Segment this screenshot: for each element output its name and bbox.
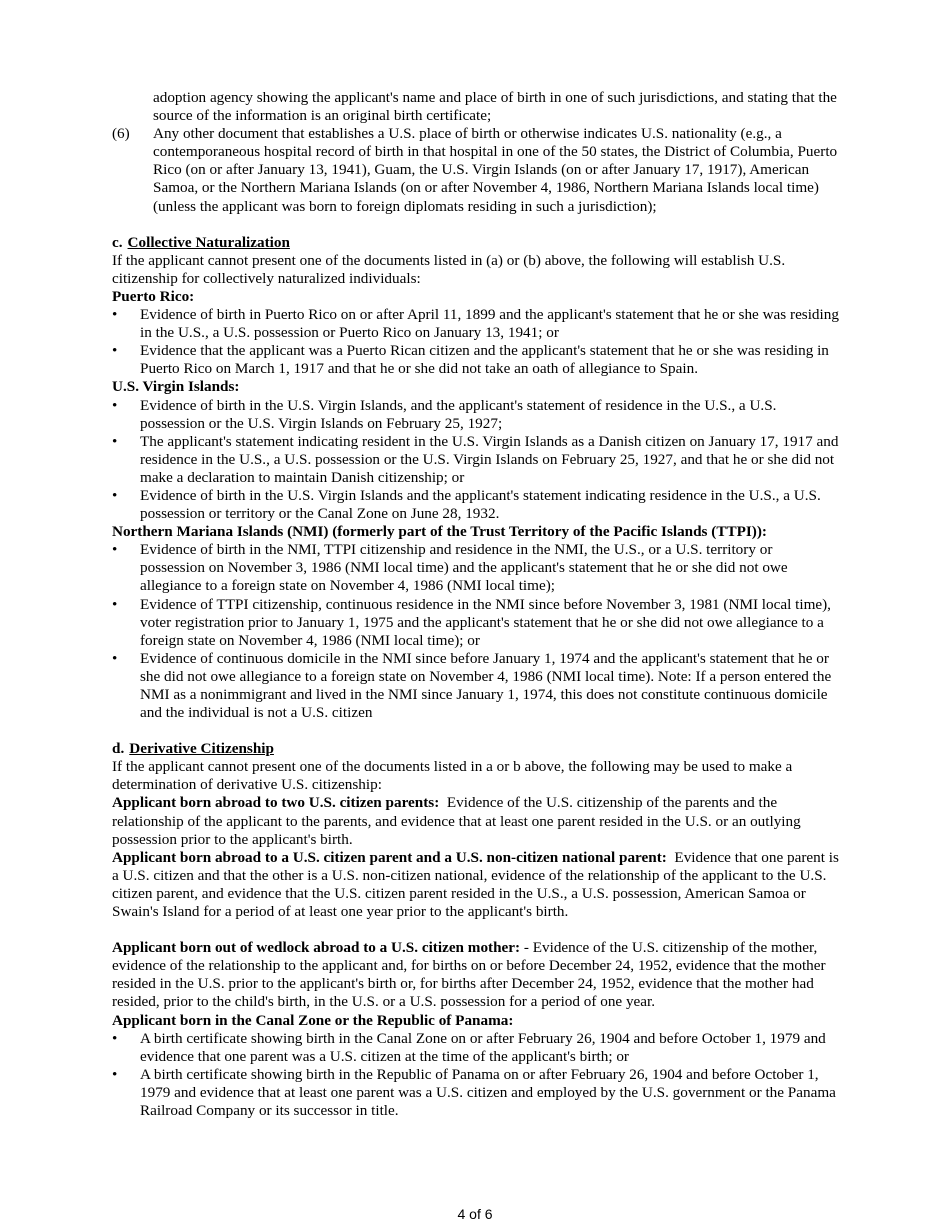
nmi-heading: Northern Mariana Islands (NMI) (formerly part of the Trust Territory of the Pacific Islands (TTPI)): [112, 523, 767, 541]
list-item [112, 487, 840, 523]
list-item [112, 1030, 840, 1066]
bullet-icon [112, 397, 140, 433]
citizen-noncitizen-text: Evidence that one parent is a U.S. citizen and that the other is a U.S. non-citizen national, evidence of the relationship of the applicant to the U.S. citizen parent, and evidence that the U.S. citizen parent resided in the U.S., a U.S. possession, American Samoa or Swain's Island for a period of at least one year prior to the applicant's birth. [112, 848, 839, 921]
section-c-intro: If the applicant cannot present one of the documents listed in (a) or (b) above, the following will establish U.S. citizenship for collectively naturalized individuals: [112, 251, 786, 287]
virgin-islands-list [112, 397, 840, 524]
section-c-heading [112, 234, 840, 252]
canal-zone-list [112, 1030, 840, 1120]
section-d-title: Derivative Citizenship [129, 740, 274, 758]
out-of-wedlock-paragraph [112, 939, 840, 1011]
two-parents-label: Applicant born abroad to two U.S. citizen parents: [112, 794, 440, 812]
list-item-text: Evidence of continuous domicile in the NMI since before January 1, 1974 and the applicant's statement that he or she did not owe allegiance to a foreign state on November 4, 1986 (NMI local time). Note: If a person entered the NMI as a nonimmigrant and lived in the NMI since January 1, 1974, this does not constitute continuous domicile and the individual is not a U.S. citizen [140, 649, 832, 722]
list-item [112, 342, 840, 378]
paragraph-spacer [112, 921, 840, 939]
out-of-wedlock-text: - Evidence of the U.S. citizenship of the mother, evidence of the relationship to the applicant and, for births on or before December 24, 1952, evidence that the mother resided in the U.S. prior to the applicant's birth or, for births after December 24, 1952, evidence that the mother had resided, prior to the child's birth, in the U.S. or a U.S. possession for a period of one year. [112, 939, 826, 1011]
list-item-text: Evidence that the applicant was a Puerto Rican citizen and the applicant's statement that he or she was residing in Puerto Rico on March 1, 1917 and that he or she did not take an oath of allegiance to Spain. [140, 342, 829, 378]
list-item-text: The applicant's statement indicating resident in the U.S. Virgin Islands as a Danish citizen on January 17, 1917 and residence in the U.S., a U.S. possession or the U.S. Virgin Islands on February 25, 1927, and that he or she did not make a declaration to maintain Danish citizenship; or [140, 432, 839, 486]
puerto-rico-list [112, 306, 840, 378]
bullet-icon [112, 487, 140, 523]
out-of-wedlock-label: Applicant born out of wedlock abroad to a U.S. citizen mother: [112, 939, 521, 957]
bullet-icon [112, 1030, 140, 1066]
list-item [112, 433, 840, 487]
list-item [112, 650, 840, 722]
nmi-list [112, 541, 840, 722]
section-d-letter: d. [112, 740, 125, 758]
page-content [112, 89, 840, 1120]
continuation-text: adoption agency showing the applicant's name and place of birth in one of such jurisdictions, and stating that the source of the information is an original birth certificate; [153, 89, 837, 125]
section-c-letter: c. [112, 233, 123, 251]
list-item [112, 397, 840, 433]
section-d-intro: If the applicant cannot present one of the documents listed in a or b above, the following may be used to make a determination of derivative U.S. citizenship: [112, 758, 793, 794]
list-item-text: Evidence of birth in the NMI, TTPI citizenship and residence in the NMI, the U.S., or a U.S. territory or possession on November 3, 1986 (NMI local time) and the applicant's statement that he or she did not owe allegiance to a foreign state on November 4, 1986 (NMI local time); [140, 541, 788, 595]
list-item-text: Evidence of birth in the U.S. Virgin Islands and the applicant's statement indicating residence in the U.S., a U.S. possession or territory or the Canal Zone on June 28, 1932. [140, 486, 821, 523]
list-item-text: Evidence of birth in the U.S. Virgin Islands, and the applicant's statement of residence in the U.S., a U.S. possession or the U.S. Virgin Islands on February 25, 1927; [140, 396, 777, 432]
list-item [112, 596, 840, 650]
list-item-text: Evidence of birth in Puerto Rico on or after April 11, 1899 and the applicant's statement that he or she was residing in the U.S., a U.S. possession or Puerto Rico on January 13, 1941; or [140, 306, 839, 342]
canal-zone-heading: Applicant born in the Canal Zone or the Republic of Panama: [112, 1011, 514, 1029]
numbered-item-6 [112, 125, 840, 215]
bullet-icon [112, 1066, 140, 1120]
bullet-icon [112, 433, 140, 487]
bullet-icon [112, 650, 140, 722]
bullet-icon [112, 342, 140, 378]
bullet-icon [112, 596, 140, 650]
page-number: 4 of 6 [457, 1206, 493, 1222]
section-c-title: Collective Naturalization [127, 233, 290, 251]
citizen-noncitizen-paragraph [112, 849, 840, 921]
list-item [112, 1066, 840, 1120]
citizen-noncitizen-label: Applicant born abroad to a U.S. citizen parent and a U.S. non-citizen national parent: [112, 848, 667, 866]
list-item-text: Evidence of TTPI citizenship, continuous residence in the NMI since before November 3, 1981 (NMI local time), voter registration prior to January 1, 1975 and the applicant's statement that he or she did not owe allegiance to a foreign state on November 4, 1986 (NMI local time); or [140, 595, 831, 649]
list-item-text: A birth certificate showing birth in the Republic of Panama on or after February 26, 1904 and before October 1, 1979 and evidence that at least one parent was a U.S. citizen and employed by the U.S. government or the Panama Railroad Company or its successor in title. [140, 1065, 836, 1119]
list-item [112, 306, 840, 342]
bullet-icon [112, 541, 140, 595]
item-number: (6) [112, 125, 130, 143]
list-item-text: A birth certificate showing birth in the Canal Zone on or after February 26, 1904 and before October 1, 1979 and evidence that one parent was a U.S. citizen at the time of the applicant's birth; or [140, 1029, 826, 1065]
list-item [112, 541, 840, 595]
two-parents-text: Evidence of the U.S. citizenship of the parents and the relationship of the applicant to the parents, and evidence that at least one parent resided in the U.S. or an outlying possession prior to the applicant's birth. [112, 794, 801, 848]
item-text: Any other document that establishes a U.S. place of birth or otherwise indicates U.S. nationality (e.g., a contemporaneous hospital record of birth in that hospital in one of the 50 states, the District of Columbia, Puerto Rico (on or after January 13, 1941), Guam, the U.S. Virgin Islands (on or after January 17, 1917), American Samoa, or the Northern Mariana Islands (on or after November 4, 1986, Northern Mariana Islands local time) (unless the applicant was born to foreign diplomats residing in such a jurisdiction); [153, 125, 838, 215]
virgin-islands-heading: U.S. Virgin Islands: [112, 378, 240, 396]
bullet-icon [112, 306, 140, 342]
two-parents-paragraph [112, 794, 840, 848]
puerto-rico-heading: Puerto Rico: [112, 287, 195, 305]
section-d-heading [112, 740, 840, 758]
